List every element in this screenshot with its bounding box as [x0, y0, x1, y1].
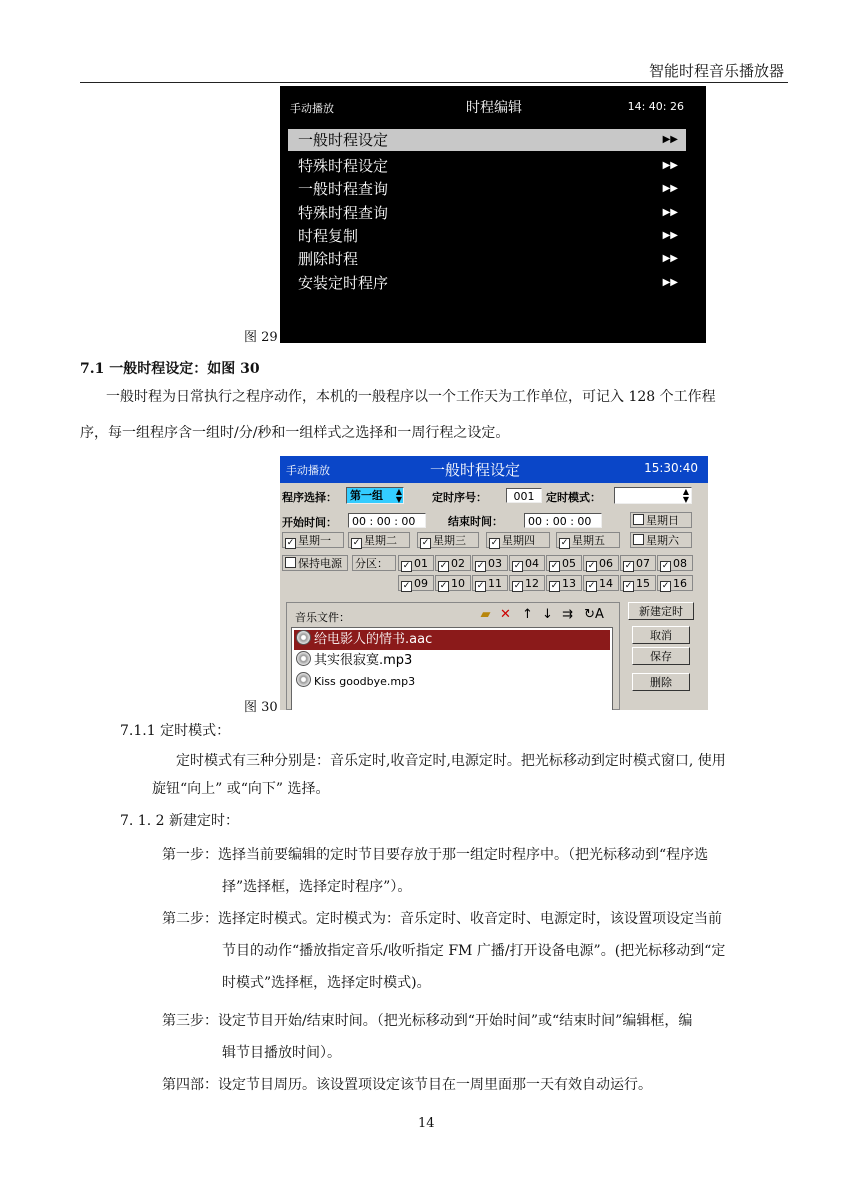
zone-number: 05 [562, 557, 576, 570]
zone-number: 11 [488, 577, 502, 590]
zone-number: 03 [488, 557, 502, 570]
menu-item-label: 删除时程 [298, 250, 359, 268]
checkmark-icon: ✓ [439, 561, 448, 571]
menu-item-delete-schedule[interactable] [288, 248, 686, 270]
double-arrow-icon: ▶▶ [662, 160, 678, 171]
step-2-line-a: 第二步：选择定时模式。定时模式为：音乐定时、收音定时、电源定时，该设置项设定当前 [162, 911, 722, 927]
menu-item-label: 一般时程查询 [298, 180, 389, 198]
checkmark-icon: ✓ [587, 581, 596, 591]
new-timer-button[interactable]: 新建定时 [628, 602, 694, 620]
save-button[interactable]: 保存 [632, 647, 690, 665]
checkmark-icon: ✓ [560, 538, 569, 548]
zone-number: 01 [414, 557, 428, 570]
zone-number: 13 [562, 577, 576, 590]
double-arrow-icon: ▶▶ [662, 183, 678, 194]
step-4-line: 第四部：设定节目周历。该设置项设定该节目在一周里面那一天有效自动运行。 [162, 1077, 652, 1093]
s711-line-1: 定时模式有三种分别是：音乐定时,收音定时,电源定时。把光标移动到定时模式窗口, 使用 [176, 753, 726, 769]
program-select-dropdown[interactable] [346, 487, 404, 504]
checkbox-icon [633, 534, 644, 545]
mode-label: 定时模式： [546, 491, 601, 504]
step-2-line-b: 节目的动作“播放指定音乐/收听指定 FM 广播/打开设备电源”。(把光标移动到“定 [222, 943, 726, 959]
dialog-title: 一般时程设定 [430, 461, 521, 479]
intro-line-1: 一般时程为日常执行之程序动作，本机的一般程序以一个工作天为工作单位，可记入 128 个工作程 [106, 389, 716, 405]
day-label: 星期六 [646, 534, 679, 547]
music-toolbar [291, 605, 617, 625]
spinner-icon: ▲ ▼ [395, 487, 402, 504]
menu-item-label: 安装定时程序 [298, 274, 389, 292]
sequential-play-icon[interactable]: ⇉ [562, 607, 573, 622]
lcd-mode: 手动播放 [290, 102, 334, 115]
checkmark-icon: ✓ [624, 561, 633, 571]
checkmark-icon: ✓ [587, 561, 596, 571]
checkbox-wednesday[interactable] [417, 532, 479, 548]
loop-play-icon[interactable]: ↻A [584, 607, 604, 622]
zone-label: 分区： [352, 555, 396, 571]
s711-line-2: 旋钮“向上” 或“向下” 选择。 [152, 781, 330, 797]
zone-checkbox-16[interactable] [657, 575, 693, 591]
file-name: 给电影人的情书.aac [314, 632, 433, 647]
subsection-7-1-1-title: 7.1.1 定时模式： [120, 723, 231, 739]
day-label: 星期一 [298, 534, 331, 547]
day-label: 星期日 [646, 514, 679, 527]
zone-checkbox-14[interactable] [583, 575, 619, 591]
checkbox-sunday[interactable] [630, 512, 692, 528]
checkbox-monday[interactable] [282, 532, 344, 548]
step-1-line-a: 第一步：选择当前要编辑的定时节目要存放于那一组定时程序中。（把光标移动到“程序选 [162, 847, 709, 863]
file-name: 其实很寂寞.mp3 [314, 653, 413, 668]
header-rule [80, 82, 788, 83]
end-time-field[interactable]: 00 : 00 : 00 [524, 513, 602, 528]
checkmark-icon: ✓ [421, 538, 430, 548]
intro-line-2: 序，每一组程序含一组时/分/秒和一组样式之选择和一周行程之设定。 [80, 425, 510, 441]
zone-checkbox-15[interactable] [620, 575, 656, 591]
menu-item-general-schedule[interactable] [288, 129, 686, 151]
checkmark-icon: ✓ [402, 581, 411, 591]
start-time-label: 开始时间： [282, 516, 337, 529]
menu-item-general-query[interactable] [288, 178, 686, 200]
dialog-title-bar [280, 456, 708, 483]
figure-30-dialog [280, 456, 708, 710]
music-disc-icon [296, 630, 311, 645]
list-item[interactable] [294, 672, 610, 692]
checkmark-icon: ✓ [513, 561, 522, 571]
program-select-label: 程序选择： [282, 491, 337, 504]
music-file-list [291, 627, 613, 710]
checkbox-icon [285, 557, 296, 568]
day-label: 星期三 [433, 534, 466, 547]
zone-checkbox-04[interactable] [509, 555, 545, 571]
checkbox-thursday[interactable] [486, 532, 550, 548]
delete-x-icon[interactable]: ✕ [500, 607, 511, 622]
list-item[interactable] [294, 630, 610, 650]
program-select-value: 第一组 [350, 489, 383, 502]
zone-number: 12 [525, 577, 539, 590]
step-2-line-c: 时模式”选择框，选择定时模式)。 [222, 975, 431, 991]
zone-checkbox-02[interactable] [435, 555, 471, 571]
zone-checkbox-10[interactable] [435, 575, 471, 591]
checkmark-icon: ✓ [624, 581, 633, 591]
figure-29-lcd-menu [280, 86, 706, 343]
menu-item-label: 一般时程设定 [298, 131, 389, 149]
seq-field[interactable]: 001 [506, 488, 542, 503]
cancel-button[interactable]: 取消 [632, 626, 690, 644]
list-item[interactable] [294, 651, 610, 671]
end-time-label: 结束时间： [448, 515, 503, 528]
checkmark-icon: ✓ [550, 581, 559, 591]
zone-checkbox-11[interactable] [472, 575, 508, 591]
zone-checkbox-07[interactable] [620, 555, 656, 571]
zone-checkbox-05[interactable] [546, 555, 582, 571]
day-label: 星期四 [502, 534, 535, 547]
double-arrow-icon: ▶▶ [662, 207, 678, 218]
menu-item-install-timer[interactable] [288, 272, 686, 294]
menu-item-special-schedule[interactable] [288, 155, 686, 177]
subsection-7-1-2-title: 7. 1. 2 新建定时： [120, 813, 239, 829]
keep-power-label: 保持电源 [298, 557, 342, 570]
zone-number: 06 [599, 557, 613, 570]
day-label: 星期五 [572, 534, 605, 547]
page-number: 14 [418, 1116, 435, 1131]
zone-number: 15 [636, 577, 650, 590]
zone-checkbox-09[interactable] [398, 575, 434, 591]
checkbox-icon [633, 514, 644, 525]
menu-item-label: 时程复制 [298, 227, 359, 245]
page-header-title: 智能时程音乐播放器 [648, 62, 784, 80]
arrow-down-icon[interactable]: ↓ [542, 607, 553, 622]
checkmark-icon: ✓ [476, 581, 485, 591]
zone-number: 08 [673, 557, 687, 570]
dialog-time: 15:30:40 [644, 461, 698, 475]
menu-item-copy-schedule[interactable] [288, 225, 686, 247]
lcd-title: 时程编辑 [466, 100, 522, 116]
section-heading: 7.1 一般时程设定：如图 30 [80, 361, 260, 377]
file-name: Kiss goodbye.mp3 [314, 675, 416, 688]
double-arrow-icon: ▶▶ [662, 253, 678, 264]
day-label: 星期二 [364, 534, 397, 547]
zone-number: 09 [414, 577, 428, 590]
zone-number: 07 [636, 557, 650, 570]
double-arrow-icon: ▶▶ [662, 277, 678, 288]
start-time-field[interactable]: 00 : 00 : 00 [348, 513, 426, 528]
checkmark-icon: ✓ [490, 538, 499, 548]
checkmark-icon: ✓ [439, 581, 448, 591]
checkbox-friday[interactable] [556, 532, 620, 548]
spinner-icon: ▲ ▼ [682, 487, 689, 504]
timer-mode-dropdown[interactable] [614, 487, 692, 504]
menu-item-label: 特殊时程查询 [298, 204, 389, 222]
arrow-up-icon[interactable]: ↑ [522, 607, 533, 622]
zone-checkbox-03[interactable] [472, 555, 508, 571]
step-1-line-b: 择”选择框，选择定时程序”）。 [222, 879, 412, 895]
zone-checkbox-01[interactable] [398, 555, 434, 571]
music-file-panel [286, 602, 620, 710]
music-file-label: 音乐文件： [295, 611, 350, 624]
checkmark-icon: ✓ [286, 538, 295, 548]
zone-checkbox-06[interactable] [583, 555, 619, 571]
step-3-line-a: 第三步：设定节目开始/结束时间。（把光标移动到“开始时间”或“结束时间”编辑框，编 [162, 1013, 693, 1029]
checkmark-icon: ✓ [550, 561, 559, 571]
figure-30-caption: 图 30 [244, 700, 278, 715]
menu-item-label: 特殊时程设定 [298, 157, 389, 175]
zone-number: 02 [451, 557, 465, 570]
double-arrow-icon: ▶▶ [662, 230, 678, 241]
lcd-time: 14: 40: 26 [627, 100, 684, 113]
menu-item-special-query[interactable] [288, 202, 686, 224]
checkbox-keep-power[interactable] [282, 555, 348, 571]
zone-checkbox-12[interactable] [509, 575, 545, 591]
checkmark-icon: ✓ [513, 581, 522, 591]
zone-number: 10 [451, 577, 465, 590]
seq-label: 定时序号： [432, 491, 487, 504]
checkmark-icon: ✓ [661, 561, 670, 571]
music-disc-icon [296, 651, 311, 666]
step-3-line-b: 辑节目播放时间）。 [222, 1045, 341, 1061]
folder-open-icon[interactable]: ▰ [480, 607, 491, 622]
zone-number: 16 [673, 577, 687, 590]
checkmark-icon: ✓ [476, 561, 485, 571]
checkbox-saturday[interactable] [630, 532, 692, 548]
dialog-mode: 手动播放 [286, 464, 330, 477]
checkmark-icon: ✓ [402, 561, 411, 571]
figure-29-caption: 图 29 [244, 330, 278, 345]
zone-checkbox-08[interactable] [657, 555, 693, 571]
zone-checkbox-13[interactable] [546, 575, 582, 591]
checkmark-icon: ✓ [661, 581, 670, 591]
zone-number: 04 [525, 557, 539, 570]
delete-button[interactable]: 删除 [632, 673, 690, 691]
music-disc-icon [296, 672, 311, 687]
checkmark-icon: ✓ [352, 538, 361, 548]
double-arrow-icon: ▶▶ [662, 134, 678, 145]
checkbox-tuesday[interactable] [348, 532, 410, 548]
zone-number: 14 [599, 577, 613, 590]
